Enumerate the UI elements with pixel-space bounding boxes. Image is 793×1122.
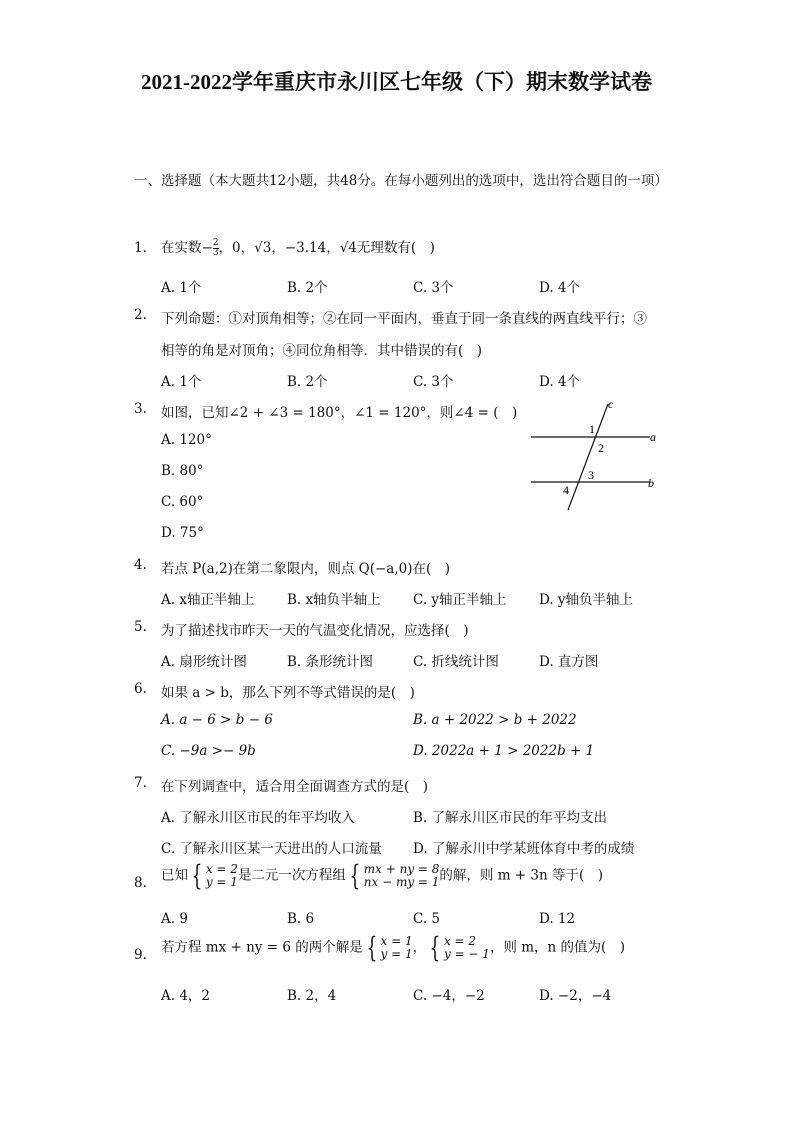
line-c [568,404,608,510]
label-angle-4: 4 [563,483,569,497]
option-a: A. 1个 [161,374,202,390]
section-heading: 一、选择题（本大题共12小题，共48分。在每小题列出的选项中，选出符合题目的一项） [134,173,668,189]
q1-post: ，0，√3，−3.14，√4无理数有( ) [218,240,435,256]
option-b: B. a + 2022 > b + 2022 [413,712,577,728]
question-2-line1: 下列命题：①对顶角相等；②在同一平面内，垂直于同一条直线的两直线平行；③ [161,311,647,327]
option-b: B. 条形统计图 [287,654,374,670]
option-d: D. 2022a + 1 > 2022b + 1 [413,743,595,759]
left-brace: { [429,931,441,964]
question-number: 1. [134,240,147,256]
question-5-stem: 为了描述找市昨天一天的气温变化情况，应选择( ) [161,623,469,639]
question-2-line2: 相等的角是对顶角；④同位角相等．其中错误的有( ) [161,343,483,359]
option-c: C. 60° [161,494,204,510]
option-c: C. −4，−2 [413,988,485,1004]
option-c: C. 折线统计图 [413,654,499,670]
q1-pre: 在实数− [161,240,213,256]
option-d: D. 4个 [539,374,581,390]
option-a: A. 1个 [161,280,202,296]
question-number: 6. [134,681,147,697]
option-b: B. 2，4 [287,988,337,1004]
option-a: A. 4，2 [161,988,211,1004]
label-angle-2: 2 [598,441,604,455]
left-brace: { [191,859,203,892]
solution-2: x = 2 y = − 1 [443,934,490,961]
question-number: 7. [134,775,147,791]
option-b: B. 80° [161,463,204,479]
page-title: 2021-2022学年重庆市永川区七年级（下）期末数学试卷 [141,70,652,94]
q8-pre: 已知 [161,867,188,884]
question-number: 5. [134,619,147,635]
option-b: B. 了解永川区市民的年平均支出 [413,810,608,826]
question-number: 3. [134,401,147,417]
equation-system-1: x = 2 y = 1 [205,862,238,889]
option-d: D. 75° [161,525,204,541]
label-a: a [650,430,656,444]
option-b: B. 2个 [287,280,328,296]
option-a: A. x轴正半轴上 [161,592,255,608]
question-4-stem: 若点 P(a,2)在第二象限内，则点 Q(−a,0)在( ) [161,561,451,577]
question-3-stem: 如图，已知∠2 + ∠3 = 180°，∠1 = 120°，则∠4 = ( ) [161,405,518,421]
option-a: A. a − 6 > b − 6 [161,712,273,728]
option-c: C. 3个 [413,280,454,296]
q8-post: 的解，则 m + 3n 等于( ) [439,867,604,884]
label-angle-3: 3 [588,468,594,482]
option-d: D. 12 [539,911,576,927]
option-c: C. 5 [413,911,441,927]
question-number: 4. [134,557,147,573]
option-c: C. y轴正半轴上 [413,592,507,608]
label-angle-1: 1 [589,422,595,436]
left-brace: { [349,859,361,892]
option-d: D. 4个 [539,280,581,296]
q9-post: ，则 m，n 的值为( ) [489,939,626,956]
q8-mid: 是二元一次方程组 [237,867,346,884]
question-number: 8. [134,875,147,891]
option-d: D. y轴负半轴上 [539,592,634,608]
left-brace: { [366,931,377,964]
q9-sep: ， [412,939,427,956]
option-d: D. 直方图 [539,654,599,670]
question-number: 9. [134,947,147,963]
option-a: A. 扇形统计图 [161,654,247,670]
option-c: C. 3个 [413,374,454,390]
question-1-stem [161,236,435,258]
option-b: B. 6 [287,911,315,927]
fraction: $\frac{2}{3}$ [212,238,219,258]
option-a: A. 9 [161,911,188,927]
question-6-stem: 如果 a > b，那么下列不等式错误的是( ) [161,685,415,701]
label-c: c [608,397,614,411]
question-number: 2. [134,307,147,323]
option-b: B. 2个 [287,374,328,390]
option-d: D. 了解永川中学某班体育中考的成绩 [413,841,635,857]
option-a: A. 了解永川区市民的年平均收入 [161,810,355,826]
question-8-stem [161,859,604,892]
label-b: b [648,476,654,490]
option-d: D. −2，−4 [539,988,612,1004]
option-c: C. 了解永川区某一天进出的人口流量 [161,841,382,857]
option-a: A. 120° [161,432,212,448]
equation-system-2: mx + ny = 8 nx − my = 1 [363,862,440,889]
question-9-stem [161,931,626,964]
parallel-lines-figure [528,396,668,516]
q9-pre: 若方程 mx + ny = 6 的两个解是 [161,939,363,956]
solution-1: x = 1 y = 1 [380,934,413,961]
question-7-stem: 在下列调查中，适合用全面调查方式的是( ) [161,779,429,795]
option-c: C. −9a >− 9b [161,743,256,759]
option-b: B. x轴负半轴上 [287,592,381,608]
